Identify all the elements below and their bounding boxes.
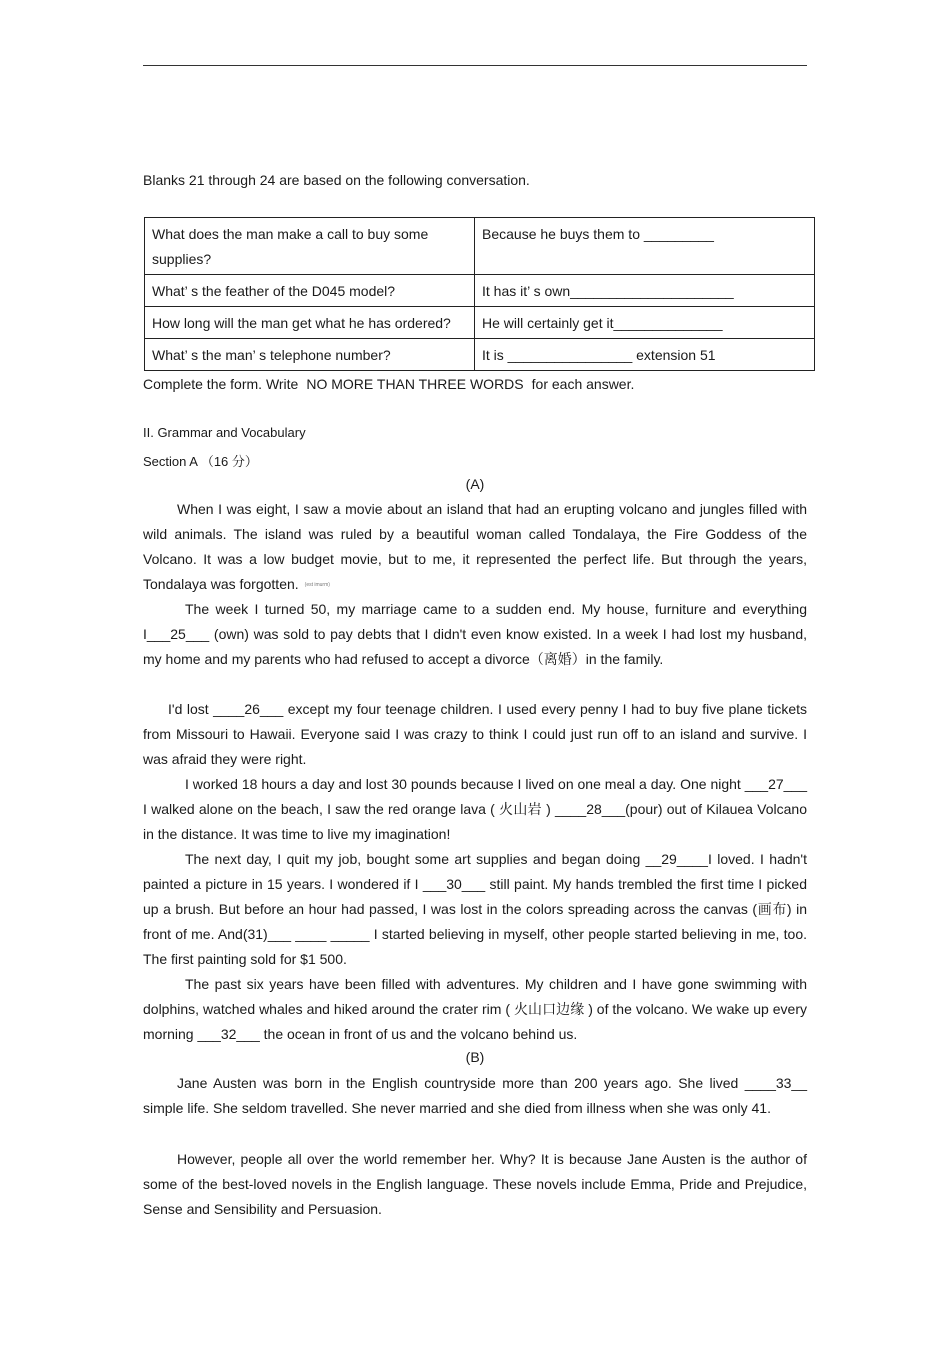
part-title: II. Grammar and Vocabulary <box>143 425 306 440</box>
paragraph: I'd lost ____26___ except my four teenage children. I used every penny I had to buy five plane tickets from Missouri to Hawaii. Everyone said I was crazy to think I could just run off to an island and survive. I was afraid they were right. <box>143 701 807 767</box>
instruction-text: Complete the form. Write <box>143 376 299 392</box>
answer-form-table <box>144 217 815 371</box>
table-row <box>145 218 815 275</box>
tiny-note: (est imurm) <box>304 581 330 588</box>
header-rule <box>143 65 807 66</box>
question-cell: How long will the man get what he has ordered? <box>145 307 475 339</box>
conversation-intro: Blanks 21 through 24 are based on the following conversation. <box>143 172 530 188</box>
table-row <box>145 339 815 371</box>
answer-cell: It has it’ s own_____________________ <box>475 275 815 307</box>
paragraph: Jane Austen was born in the English countryside more than 200 years ago. She lived ____33__ simple life. She seldom travelled. She never married and she died from illness when she was only 41. <box>143 1075 807 1116</box>
form-instruction <box>143 376 634 392</box>
table-row <box>145 275 815 307</box>
paragraph: However, people all over the world remember her. Why? It is because Jane Austen is the author of some of the best-loved novels in the English language. These novels include Emma, Pride and Prejudice, Sense and Sensibility and Persuasion. <box>143 1151 807 1217</box>
passage-a-label: (A) <box>465 476 485 492</box>
paragraph: The week I turned 50, my marriage came to a sudden end. My house, furniture and everything I___25___ (own) was sold to pay debts that I didn't even know existed. In a week I had lost my husband, my home and my parents who had refused to accept a divorce（离婚）in the family. <box>143 601 807 667</box>
answer-cell: He will certainly get it______________ <box>475 307 815 339</box>
paragraph: When I was eight, I saw a movie about an island that had an erupting volcano and jungles filled with wild animals. The island was ruled by a beautiful woman called Tondalaya, the Fire Goddess of the Volcano. It was a low budget movie, but to me, it represented the perfect life. But through the years, Tondalaya was forgotten. (est imurm) <box>143 501 807 592</box>
section-title: Section A （16 分） <box>143 454 258 469</box>
answer-cell: It is ________________ extension 51 <box>475 339 815 371</box>
paragraph: I worked 18 hours a day and lost 30 pounds because I lived on one meal a day. One night ___27___ I walked alone on the beach, I saw the red orange lava ( 火山岩 ) ____28___(pour) out of Kilauea Volcano in the distance. It was time to live my imagination! <box>143 776 807 842</box>
table-row <box>145 307 815 339</box>
word-limit: NO MORE THAN THREE WORDS <box>306 376 524 392</box>
paragraph: The next day, I quit my job, bought some art supplies and began doing __29____I loved. I hadn't painted a picture in 15 years. I wondered if I ___30___ still paint. My hands trembled the first time I picked up a brush. But before an hour had passed, I was lost in the colors spreading across the canvas (画布) in front of me. And(31)___ ____ _____ I started believing in myself, other people started believing in me, too. The first painting sold for $1 500. <box>143 851 807 967</box>
paragraph: The past six years have been filled with adventures. My children and I have gone swimming with dolphins, watched whales and hiked around the crater rim ( 火山口边缘 ) of the volcano. We wake up every morning ___32___ the ocean in front of us and the volcano behind us. <box>143 976 807 1042</box>
question-cell: What’ s the man’ s telephone number? <box>145 339 475 371</box>
question-cell: What does the man make a call to buy some supplies? <box>145 218 475 275</box>
question-cell: What’ s the feather of the D045 model? <box>145 275 475 307</box>
answer-cell: Because he buys them to _________ <box>475 218 815 275</box>
instruction-text: for each answer. <box>531 376 635 392</box>
passage-b-label: (B) <box>465 1049 485 1065</box>
